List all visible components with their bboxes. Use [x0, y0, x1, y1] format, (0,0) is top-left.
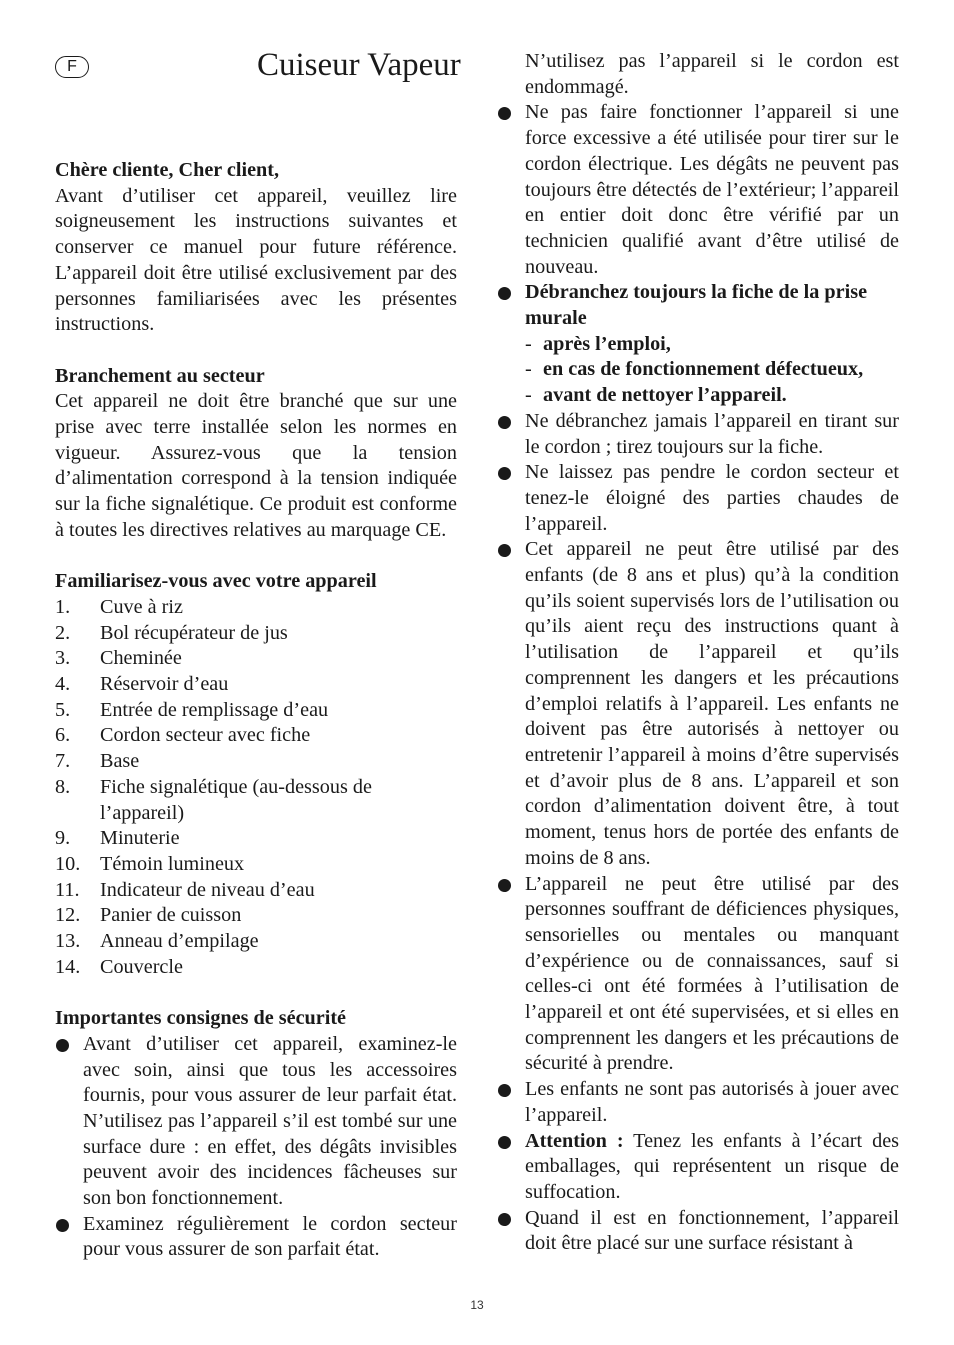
- safety-text: Ne pas faire fonctionner l’appareil si une force excessive a été utilisée pour tirer sur le cordon électrique. Les dégâts ne peuvent pas toujours être détectés de l’extérieur; l’appareil en entier doit donc être vérifié par un technicien qualifié avant d’être utilisé de nouveau.: [525, 101, 899, 278]
- item-label: Cheminée: [100, 647, 182, 670]
- safety-list-right: [497, 100, 899, 331]
- safety-text: L’appareil ne peut être utilisé par des personnes souffrant de déficiences physiques, sensorielles ou mentales ou manquant d’expérience ou de connaissances, sauf si celles-ci ont été formées à l’utilisation de l’appareil et ont été supervisées, et si elles en comprennent les dangers et les précautions de sécurité à prendre.: [525, 872, 899, 1075]
- safety-list-right-2: [497, 409, 899, 1257]
- page-title: Cuiseur Vapeur: [257, 47, 461, 83]
- list-item: [55, 852, 457, 878]
- item-number: 12.: [55, 904, 81, 927]
- item-label: Base: [100, 750, 140, 773]
- safety-item: [497, 1077, 899, 1128]
- parts-heading: Familiarisez-vous avec votre appareil: [55, 570, 377, 593]
- safety-text: Quand il est en fonctionnement, l’appareil doit être placé sur une surface résistant à: [525, 1206, 899, 1255]
- item-number: 8.: [55, 775, 71, 798]
- item-label: Anneau d’empilage: [100, 930, 259, 953]
- intro-text: Avant d’utiliser cet appareil, veuillez lire soigneusement les instructions suivantes et conserver ce manuel pour future référence. L’appareil doit être utilisé exclusivement par des personnes familiarisées avec les présentes instructions.: [55, 184, 457, 336]
- item-number: 7.: [55, 750, 71, 773]
- safety-text: Examinez régulièrement le cordon secteur pour vous assurer de son parfait état.: [83, 1212, 457, 1261]
- item-number: 3.: [55, 647, 71, 670]
- item-label: Réservoir d’eau: [100, 673, 229, 696]
- safety-item: [55, 1212, 457, 1263]
- list-item: [55, 621, 457, 647]
- list-item: [55, 775, 457, 826]
- list-item: [55, 929, 457, 955]
- safety-text: Cet appareil ne peut être utilisé par des enfants (de 8 ans et plus) qu’à la condition qu’ils soient supervisés lors de l’utilisation ou qu’ils aient reçu des instructions quant à l’utilisation de l’appareil et qu’ils comprennent les dangers et les précautions d’emploi relatifs à l’appareil. Les enfants ne doivent pas être autorisés à nettoyer ou entretenir l’appareil à moins d’être supervisés et d’avoir plus de 8 ans. L’appareil et son cordon d’alimentation doivent être, à tout moment, tenus hors de portée des enfants de moins de 8 ans.: [525, 538, 899, 869]
- item-label: Panier de cuisson: [100, 904, 242, 927]
- dash-text: après l’emploi,: [543, 332, 671, 355]
- list-item: [55, 672, 457, 698]
- list-item: [55, 698, 457, 724]
- language-badge: F: [55, 56, 89, 78]
- bullet-icon: [498, 879, 511, 892]
- right-column: [497, 49, 899, 1257]
- item-number: 4.: [55, 673, 71, 696]
- item-label: Témoin lumineux: [100, 852, 245, 875]
- dash-item: - après l’emploi,: [497, 332, 899, 358]
- bullet-icon: [56, 1039, 69, 1052]
- attention-label: Attention :: [525, 1129, 624, 1152]
- list-item: [55, 955, 457, 981]
- item-number: 6.: [55, 724, 71, 747]
- list-item: [55, 749, 457, 775]
- dash-item: - en cas de fonctionnement défectueux,: [497, 357, 899, 383]
- list-item: [55, 595, 457, 621]
- safety-item: [497, 409, 899, 460]
- item-number: 13.: [55, 930, 81, 953]
- item-label: Bol récupérateur de jus: [100, 621, 288, 644]
- item-label: Cordon secteur avec fiche: [100, 724, 311, 747]
- bullet-icon: [56, 1219, 69, 1232]
- bullet-icon: [498, 467, 511, 480]
- bullet-icon: [498, 287, 511, 300]
- parts-list: [55, 595, 457, 981]
- safety-text: Débranchez toujours la fiche de la prise murale: [525, 281, 868, 330]
- item-label: Minuterie: [100, 827, 180, 850]
- list-item: [55, 878, 457, 904]
- item-number: 9.: [55, 827, 71, 850]
- item-number: 11.: [55, 878, 80, 901]
- item-number: 1.: [55, 595, 71, 618]
- safety-item: [497, 1206, 899, 1257]
- safety-text: Ne débranchez jamais l’appareil en tirant sur le cordon ; tirez toujours sur la fiche.: [525, 409, 899, 458]
- item-label: Entrée de remplissage d’eau: [100, 698, 329, 721]
- item-number: 14.: [55, 955, 81, 978]
- page-number: 13: [470, 1298, 484, 1312]
- safety-list-left: [55, 1032, 457, 1263]
- list-item: [55, 903, 457, 929]
- item-label: Couvercle: [100, 955, 183, 978]
- safety-text: Ne laissez pas pendre le cordon secteur et tenez-le éloigné des parties chaudes de l’appareil.: [525, 461, 899, 535]
- safety-item: [55, 1032, 457, 1212]
- safety-item: [497, 460, 899, 537]
- list-item: [55, 826, 457, 852]
- safety-text: Tenez les enfants à l’écart des emballages, qui représentent un risque de suffocation.: [525, 1129, 900, 1203]
- item-label: Indicateur de niveau d’eau: [100, 878, 315, 901]
- item-number: 10.: [55, 852, 81, 875]
- safety-item: [497, 1129, 899, 1206]
- safety-item: [497, 537, 899, 871]
- item-number: 2.: [55, 621, 71, 644]
- safety-item: [497, 100, 899, 280]
- bullet-icon: [498, 107, 511, 120]
- power-heading: Branchement au secteur: [55, 364, 265, 387]
- intro-heading: Chère cliente, Cher client,: [55, 159, 280, 181]
- item-number: 5.: [55, 698, 71, 721]
- item-label: Cuve à riz: [100, 595, 183, 618]
- bullet-icon: [498, 1213, 511, 1226]
- bullet-icon: [498, 544, 511, 557]
- dash-text: avant de nettoyer l’appareil.: [543, 384, 787, 407]
- safety-item: [497, 280, 899, 331]
- power-text: Cet appareil ne doit être branché que sur une prise avec terre installée selon les normes en vigueur. Assurez-vous que la tension d’alimentation correspond à la tension indiquée sur la fiche signalétique. Ce produit est conforme à toutes les directives relatives au marquage CE.: [55, 390, 457, 541]
- safety-heading: Importantes consignes de sécurité: [55, 1007, 347, 1030]
- safety-text: Avant d’utiliser cet appareil, examinez-le avec soin, ainsi que tous les accessoires fournis, pour vous assurer de leur parfait état. N’utilisez pas l’appareil s’il est tombé sur une surface dure : en effet, des dégâts invisibles peuvent avoir des incidences fâcheuses sur son bon fonctionnement.: [83, 1032, 457, 1210]
- safety-text: Les enfants ne sont pas autorisés à jouer avec l’appareil.: [525, 1078, 899, 1126]
- left-column: [55, 158, 457, 1263]
- safety-item: [497, 872, 899, 1078]
- bullet-icon: [498, 1136, 511, 1149]
- item-label: Fiche signalétique (au-dessous de l’appareil): [100, 775, 372, 824]
- list-item: [55, 646, 457, 672]
- list-item: [55, 723, 457, 749]
- dash-text: en cas de fonctionnement défectueux,: [543, 358, 864, 381]
- bullet-icon: [498, 1084, 511, 1097]
- safety-text-continued: N’utilisez pas l’appareil si le cordon est endommagé.: [525, 50, 899, 98]
- dash-item: - avant de nettoyer l’appareil.: [497, 383, 899, 409]
- bullet-icon: [498, 416, 511, 429]
